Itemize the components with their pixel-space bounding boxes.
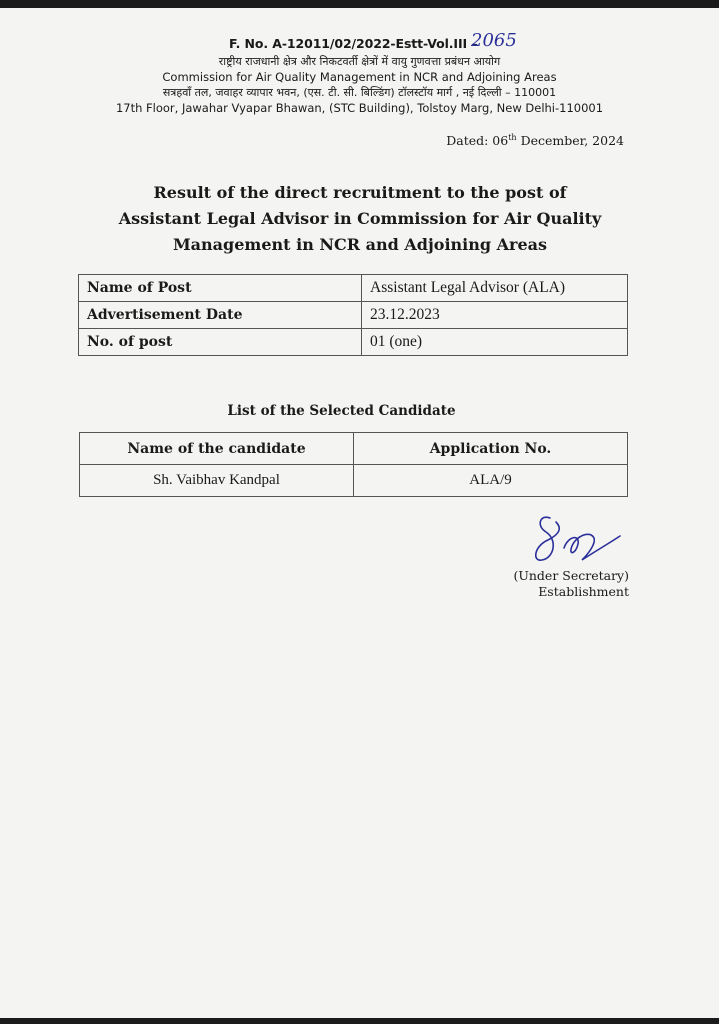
table-header-row	[80, 433, 628, 465]
selected-list-title: List of the Selected Candidate	[227, 403, 456, 419]
application-number: ALA/9	[354, 465, 628, 497]
title-line: Assistant Legal Advisor in Commission for Air Quality	[118, 209, 602, 228]
date-prefix: Dated: 06	[446, 133, 509, 149]
address-english: 17th Floor, Jawahar Vyapar Bhawan, (STC Building), Tolstoy Marg, New Delhi-110001	[115, 101, 604, 115]
post-info-table	[78, 274, 628, 356]
info-label: Advertisement Date	[79, 302, 362, 329]
signature-image	[528, 510, 628, 570]
handwritten-file-number: 2065	[471, 30, 517, 51]
info-label: No. of post	[79, 329, 362, 356]
table-row	[79, 329, 628, 356]
table-row	[79, 302, 628, 329]
designation-line: (Under Secretary)	[513, 568, 629, 583]
title-line: Management in NCR and Adjoining Areas	[172, 235, 548, 254]
signatory-designation	[513, 568, 629, 600]
table-row	[79, 275, 628, 302]
selected-candidate-table	[79, 432, 628, 497]
address-hindi: सत्रहवाँ तल, जवाहर व्यापार भवन, (एस. टी. सी. बिल्डिंग) टॉलस्टॉय मार्ग , नई दिल्ली – 110001	[162, 86, 557, 99]
info-value: Assistant Legal Advisor (ALA)	[362, 275, 628, 302]
date-ordinal: th	[508, 133, 517, 142]
org-name-hindi: राष्ट्रीय राजधानी क्षेत्र और निकटवर्ती क्षेत्रों में वायु गुणवत्ता प्रबंधन आयोग	[218, 55, 501, 68]
column-header: Name of the candidate	[80, 433, 354, 465]
document-title	[60, 180, 660, 258]
info-value: 01 (one)	[362, 329, 628, 356]
info-label: Name of Post	[79, 275, 362, 302]
scan-top-border	[0, 0, 719, 8]
date-suffix: December, 2024	[516, 133, 624, 149]
info-value: 23.12.2023	[362, 302, 628, 329]
candidate-name: Sh. Vaibhav Kandpal	[80, 465, 354, 497]
table-row	[80, 465, 628, 497]
file-number: F. No. A-12011/02/2022-Estt-Vol.III –	[229, 36, 478, 51]
document-date	[446, 133, 624, 148]
designation-line: Establishment	[538, 584, 629, 599]
title-line: Result of the direct recruitment to the post of	[153, 183, 567, 202]
column-header: Application No.	[354, 433, 628, 465]
scan-bottom-border	[0, 1018, 719, 1024]
org-name-english: Commission for Air Quality Management in NCR and Adjoining Areas	[162, 70, 557, 84]
